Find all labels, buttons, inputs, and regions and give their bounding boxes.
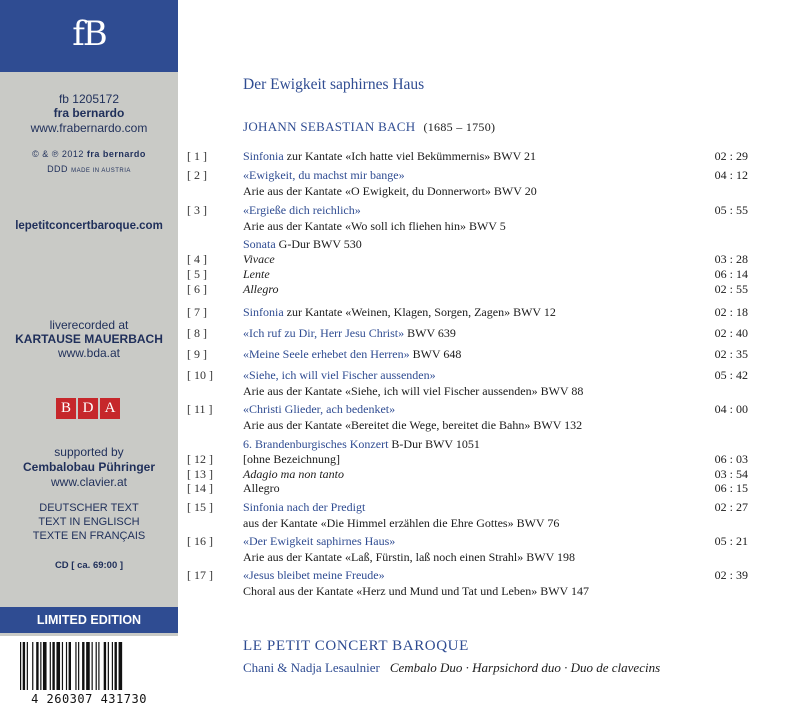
composer-dates: (1685 – 1750) bbox=[423, 120, 496, 134]
track-detail: zur Kantate «Weinen, Klagen, Sorgen, Zagen» BWV 12 bbox=[283, 305, 556, 319]
track-number: [ 16 ] bbox=[187, 534, 213, 548]
track-row bbox=[0, 219, 800, 235]
track-row bbox=[0, 437, 800, 453]
track-text bbox=[243, 534, 395, 549]
track-row bbox=[0, 149, 800, 165]
track-row bbox=[0, 267, 800, 283]
track-text bbox=[243, 384, 583, 399]
track-duration: 02 : 35 bbox=[714, 347, 748, 361]
track-row bbox=[0, 568, 800, 584]
track-row bbox=[0, 500, 800, 516]
fb-logo-icon: fB bbox=[72, 14, 106, 54]
track-number: [ 4 ] bbox=[187, 252, 207, 266]
track-row bbox=[0, 168, 800, 184]
track-duration: 06 : 03 bbox=[714, 452, 748, 466]
track-text bbox=[243, 402, 395, 417]
track-row bbox=[0, 368, 800, 384]
track-detail: Allegro bbox=[243, 282, 279, 296]
track-title: «Ergieße dich reichlich» bbox=[243, 203, 361, 217]
track-row bbox=[0, 347, 800, 363]
track-number: [ 9 ] bbox=[187, 347, 207, 361]
track-title: «Ewigkeit, du machst mir bange» bbox=[243, 168, 405, 182]
track-title: «Siehe, ich will viel Fischer aussenden» bbox=[243, 368, 436, 382]
catalog-number: fb 1205172 bbox=[58, 92, 120, 106]
track-text bbox=[243, 305, 556, 320]
track-duration: 02 : 39 bbox=[714, 568, 748, 582]
track-detail: Arie aus der Kantate «Siehe, ich will viel Fischer aussenden» BWV 88 bbox=[243, 384, 584, 398]
barcode bbox=[0, 636, 178, 714]
track-title: «Jesus bleibet meine Freude» bbox=[243, 568, 385, 582]
track-duration: 03 : 54 bbox=[714, 467, 748, 481]
album-title: Der Ewigkeit saphirnes Haus bbox=[243, 76, 425, 93]
track-detail: Arie aus der Kantate «Laß, Fürstin, laß noch einen Strahl» BWV 198 bbox=[243, 550, 576, 564]
track-detail: Vivace bbox=[243, 252, 275, 266]
track-detail: Allegro bbox=[243, 481, 280, 495]
ddd-code: DDD bbox=[47, 164, 69, 174]
track-title: «Der Ewigkeit saphirnes Haus» bbox=[243, 534, 396, 548]
track-row bbox=[0, 418, 800, 434]
track-text bbox=[243, 368, 436, 383]
track-text bbox=[243, 149, 536, 164]
track-row bbox=[0, 282, 800, 298]
track-row bbox=[0, 384, 800, 400]
track-number: [ 17 ] bbox=[187, 568, 213, 582]
language-de: DEUTSCHER TEXT bbox=[39, 502, 139, 514]
track-duration: 04 : 00 bbox=[714, 402, 748, 416]
track-duration: 02 : 18 bbox=[714, 305, 748, 319]
track-text bbox=[243, 168, 405, 183]
track-text bbox=[243, 452, 340, 467]
track-number: [ 8 ] bbox=[187, 326, 207, 340]
track-title: Sinfonia bbox=[243, 305, 284, 319]
track-title: Sinfonia nach der Predigt bbox=[243, 500, 366, 514]
ensemble-website: lepetitconcertbaroque.com bbox=[15, 220, 163, 232]
bda-letter-a: A bbox=[100, 398, 120, 419]
track-text bbox=[243, 550, 575, 565]
track-row bbox=[0, 237, 800, 253]
recorded-label: liverecorded at bbox=[49, 318, 129, 332]
composer-heading bbox=[243, 119, 495, 135]
label-name: fra bernardo bbox=[53, 106, 125, 120]
copyright-label: fra bernardo bbox=[86, 149, 146, 159]
track-text bbox=[243, 437, 480, 452]
track-detail: zur Kantate «Ich hatte viel Bekümmernis» BWV 21 bbox=[283, 149, 537, 163]
sponsor-name: Cembalobau Pühringer bbox=[22, 460, 156, 474]
track-duration: 06 : 15 bbox=[714, 481, 748, 495]
track-number: [ 3 ] bbox=[187, 203, 207, 217]
track-duration: 05 : 55 bbox=[714, 203, 748, 217]
barcode-bars-icon bbox=[18, 642, 160, 692]
track-duration: 02 : 29 bbox=[714, 149, 748, 163]
track-number: [ 10 ] bbox=[187, 368, 213, 382]
label-website: www.frabernardo.com bbox=[30, 121, 148, 135]
track-title: «Ich ruf zu Dir, Herr Jesu Christ» bbox=[243, 326, 405, 340]
track-title: Sinfonia bbox=[243, 149, 284, 163]
track-text bbox=[243, 418, 582, 433]
track-number: [ 6 ] bbox=[187, 282, 207, 296]
track-detail: Arie aus der Kantate «Wo soll ich fliehen hin» BWV 5 bbox=[243, 219, 506, 233]
track-number: [ 13 ] bbox=[187, 467, 213, 481]
track-detail: Arie aus der Kantate «O Ewigkeit, du Donnerwort» BWV 20 bbox=[243, 184, 537, 198]
track-detail: Adagio ma non tanto bbox=[243, 467, 344, 481]
track-duration: 05 : 21 bbox=[714, 534, 748, 548]
track-detail: Choral aus der Kantate «Herz und Mund und Tat und Leben» BWV 147 bbox=[243, 584, 589, 598]
track-row bbox=[0, 184, 800, 200]
track-row bbox=[0, 402, 800, 418]
track-duration: 04 : 12 bbox=[714, 168, 748, 182]
track-number: [ 5 ] bbox=[187, 267, 207, 281]
track-text bbox=[243, 568, 385, 583]
track-text bbox=[243, 184, 537, 199]
performer-names: Chani & Nadja Lesaulnier bbox=[243, 660, 380, 675]
made-in: MADE IN AUSTRIA bbox=[71, 168, 131, 174]
copyright-prefix: © & ℗ 2012 bbox=[32, 149, 84, 159]
track-detail: Lente bbox=[243, 267, 270, 281]
track-title: «Christi Glieder, ach bedenket» bbox=[243, 402, 396, 416]
performers-line bbox=[243, 660, 660, 676]
track-number: [ 11 ] bbox=[187, 402, 213, 416]
track-row bbox=[0, 481, 800, 497]
track-number: [ 15 ] bbox=[187, 500, 213, 514]
track-duration: 05 : 42 bbox=[714, 368, 748, 382]
supported-label: supported by bbox=[54, 445, 124, 459]
track-text bbox=[243, 203, 361, 218]
performer-description: Cembalo Duo · Harpsichord duo · Duo de clavecins bbox=[389, 660, 661, 675]
track-text bbox=[243, 467, 344, 482]
track-duration: 02 : 55 bbox=[714, 282, 748, 296]
track-row bbox=[0, 534, 800, 550]
track-text bbox=[243, 584, 589, 599]
track-row bbox=[0, 516, 800, 532]
venue-name: KARTAUSE MAUERBACH bbox=[15, 332, 163, 346]
track-text bbox=[243, 267, 270, 282]
language-en: TEXT IN ENGLISCH bbox=[38, 516, 140, 528]
track-row bbox=[0, 252, 800, 268]
cd-duration: CD [ ca. 69:00 ] bbox=[54, 560, 124, 571]
track-number: [ 2 ] bbox=[187, 168, 207, 182]
track-number: [ 14 ] bbox=[187, 481, 213, 495]
track-text bbox=[243, 347, 461, 362]
track-detail: aus der Kantate «Die Himmel erzählen die Ehre Gottes» BWV 76 bbox=[243, 516, 560, 530]
track-row bbox=[0, 584, 800, 600]
track-text bbox=[243, 516, 559, 531]
track-text bbox=[243, 500, 365, 515]
bda-letter-d: D bbox=[78, 398, 98, 419]
track-detail: Arie aus der Kantate «Bereitet die Wege, bereitet die Bahn» BWV 132 bbox=[243, 418, 583, 432]
track-detail: [ohne Bezeichnung] bbox=[243, 452, 340, 466]
barcode-digits: 4 260307 431730 bbox=[31, 692, 147, 706]
label-logo bbox=[0, 0, 178, 72]
track-row bbox=[0, 203, 800, 219]
sponsor-website: www.clavier.at bbox=[50, 475, 128, 489]
track-duration: 03 : 28 bbox=[714, 252, 748, 266]
composer-name: JOHANN SEBASTIAN BACH bbox=[243, 119, 416, 134]
venue-website: www.bda.at bbox=[57, 346, 121, 360]
language-fr: TEXTE EN FRANÇAIS bbox=[32, 530, 146, 542]
track-row bbox=[0, 326, 800, 342]
track-detail: G-Dur BWV 530 bbox=[275, 237, 362, 251]
track-row bbox=[0, 452, 800, 468]
bda-letter-b: B bbox=[56, 398, 76, 419]
track-detail: BWV 639 bbox=[404, 326, 456, 340]
track-duration: 06 : 14 bbox=[714, 267, 748, 281]
track-number: [ 1 ] bbox=[187, 149, 207, 163]
track-title: «Meine Seele erhebet den Herren» bbox=[243, 347, 410, 361]
track-text bbox=[243, 282, 279, 297]
track-row bbox=[0, 550, 800, 566]
track-duration: 02 : 40 bbox=[714, 326, 748, 340]
track-number: [ 12 ] bbox=[187, 452, 213, 466]
track-row bbox=[0, 305, 800, 321]
track-text bbox=[243, 326, 456, 341]
track-text bbox=[243, 481, 280, 496]
track-number: [ 7 ] bbox=[187, 305, 207, 319]
track-title: 6. Brandenburgisches Konzert bbox=[243, 437, 389, 451]
track-text bbox=[243, 219, 506, 234]
track-detail: B-Dur BWV 1051 bbox=[388, 437, 480, 451]
limited-edition-badge: LIMITED EDITION bbox=[0, 607, 178, 633]
track-title: Sonata bbox=[243, 237, 276, 251]
track-duration: 02 : 27 bbox=[714, 500, 748, 514]
track-text bbox=[243, 252, 275, 267]
track-text bbox=[243, 237, 362, 252]
track-detail: BWV 648 bbox=[409, 347, 462, 361]
ensemble-name: LE PETIT CONCERT BAROQUE bbox=[243, 638, 469, 654]
